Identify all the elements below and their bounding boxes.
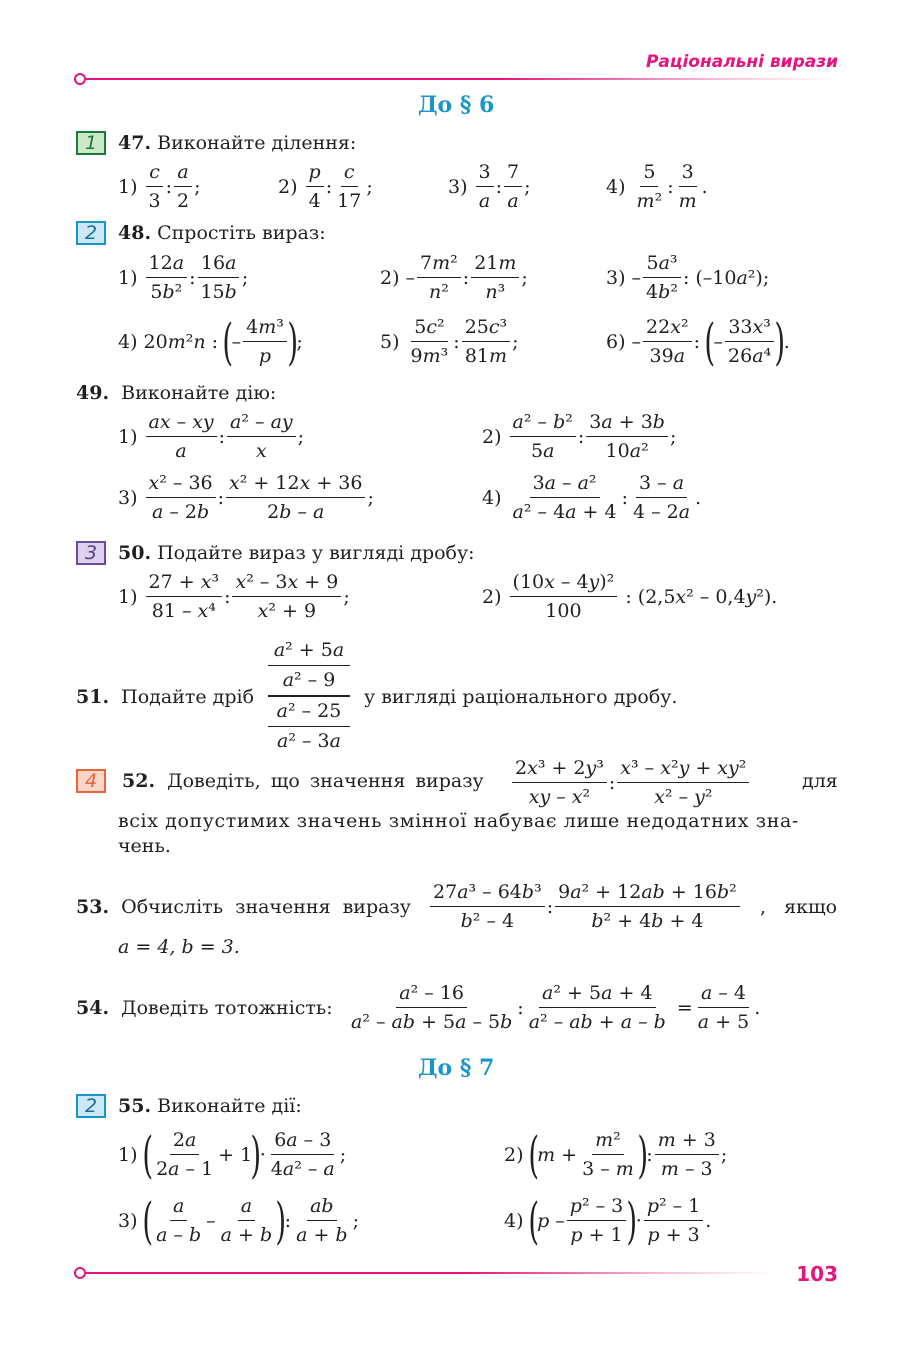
header-rule [86, 78, 838, 80]
exercise-50-item-1: 1) 27 + x³ 81 – x⁴ : x² – 3x + 9 x² + 9 ; [118, 568, 350, 625]
footer-rule [86, 1272, 776, 1274]
exercise-52-label: 52. Доведіть, що значення виразу [122, 770, 484, 792]
level-badge-2b: 2 [76, 1094, 106, 1118]
exercise-49-item-2: 2) a² – b² 5a : 3a + 3b 10a² ; [482, 408, 676, 465]
exercise-48-heading: 48. Спростіть вираз: [118, 222, 326, 244]
exercise-48-item-2: 2) – 7m² n² : 21m n³ ; [380, 249, 528, 306]
exercise-47-item-4: 4) 5 m² : 3 m . [606, 158, 708, 215]
rule-ring-icon [74, 73, 86, 85]
exercise-54-label: 54. Доведіть тотожність: [76, 997, 333, 1019]
footer-ring-icon [74, 1267, 86, 1279]
exercise-51-complex-fraction: a² + 5a a² – 9 a² – 25 a² – 3a [268, 636, 350, 756]
exercise-55-item-4: 4) ( p – p² – 3 p + 1 ) · p² – 1 p + 3 . [504, 1191, 712, 1250]
exercise-53-label: 53. Обчисліть значення виразу [76, 896, 411, 918]
exercise-50-heading: 50. Подайте вираз у вигляді дробу: [118, 542, 475, 564]
exercise-53-text-if: , якщо [760, 896, 838, 918]
exercise-49-item-4: 4) 3a – a² a² – 4a + 4 : 3 – a 4 – 2a . [482, 469, 701, 526]
exercise-49-item-3: 3) x² – 36 a – 2b : x² + 12x + 36 2b – a ; [118, 469, 374, 526]
exercise-53-values: a = 4, b = 3. [118, 936, 240, 958]
exercise-48-item-6: 6) – 22x² 39a : ( – 33x³ 26a⁴ ) . [606, 312, 790, 371]
exercise-48-item-5: 5) 5c² 9m³ : 25c³ 81m ; [380, 313, 519, 370]
section-heading-7: До § 7 [418, 1055, 495, 1081]
page-number: 103 [796, 1262, 838, 1286]
level-badge-3: 3 [76, 541, 106, 565]
level-badge-1: 1 [76, 131, 106, 155]
exercise-48-item-1: 1) 12a 5b² : 16a 15b ; [118, 249, 248, 306]
exercise-54-expression: a² – 16 a² – ab + 5a – 5b : $\frac{\text{a² + 5a + 4}}{\text{a² – ab + a – b}}$ = $\frac{a - 4}{a + 5}$ . [346, 979, 760, 1036]
exercise-51-text: у вигляді раціонального дробу. [364, 686, 678, 708]
exercise-51-label: 51. Подайте дріб [76, 686, 255, 708]
exercise-47-items: 1) c 3 : a 2 ; [118, 158, 201, 215]
exercise-55-item-3: 3) ( a a – b – a a + b ) : ab a + b ; [118, 1191, 359, 1250]
exercise-49-item-1: 1) ax – xy a : a² – ay x ; [118, 408, 304, 465]
exercise-55-item-2: 2) ( m + $\frac{\text{m²}}{3 - m}$ ) : m + 3 m – 3 ; [504, 1125, 728, 1184]
exercise-53-expression: 27a³ – 64b³ b² – 4 : 9a² + 12ab + 16b² b² + 4b + 4 [428, 878, 742, 935]
exercise-55-item-1: 1) ( 2a 2a – 1 + 1 ) · 6a – 3 4a² – a ; [118, 1125, 347, 1184]
section-heading-6: До § 6 [418, 92, 495, 118]
exercise-49-heading: 49. Виконайте дію: [76, 382, 277, 404]
exercise-48-item-4: 4) 20m²n : ( – 4m³ p ) ; [118, 312, 303, 371]
level-badge-2: 2 [76, 221, 106, 245]
exercise-47-heading: 47. Виконайте ділення: [118, 132, 357, 154]
chapter-title: Раціональні вирази [645, 52, 838, 72]
exercise-47-item-2: 2) p 4 : c 17 ; [278, 158, 373, 215]
exercise-50-item-2: 2) (10x – 4y)² 100 : (2,5x² – 0,4y²). [482, 568, 777, 625]
exercise-52-text-line3: чень. [118, 835, 171, 857]
exercise-52-expression: 2x³ + 2y³ xy – x² : x³ – x²y + xy² x² – y² [510, 754, 751, 811]
exercise-55-heading: 55. Виконайте дії: [118, 1095, 302, 1117]
exercise-52-text-line2: всіх допустимих значень змінної набуває лише недодатних зна- [118, 810, 799, 832]
level-badge-4: 4 [76, 769, 106, 793]
exercise-52-text-for: для [802, 770, 838, 792]
exercise-48-item-3: 3) – 5a³ 4b² : (–10a²); [606, 249, 769, 306]
exercise-47-item-3: 3) 3 a : 7 a ; [448, 158, 531, 215]
